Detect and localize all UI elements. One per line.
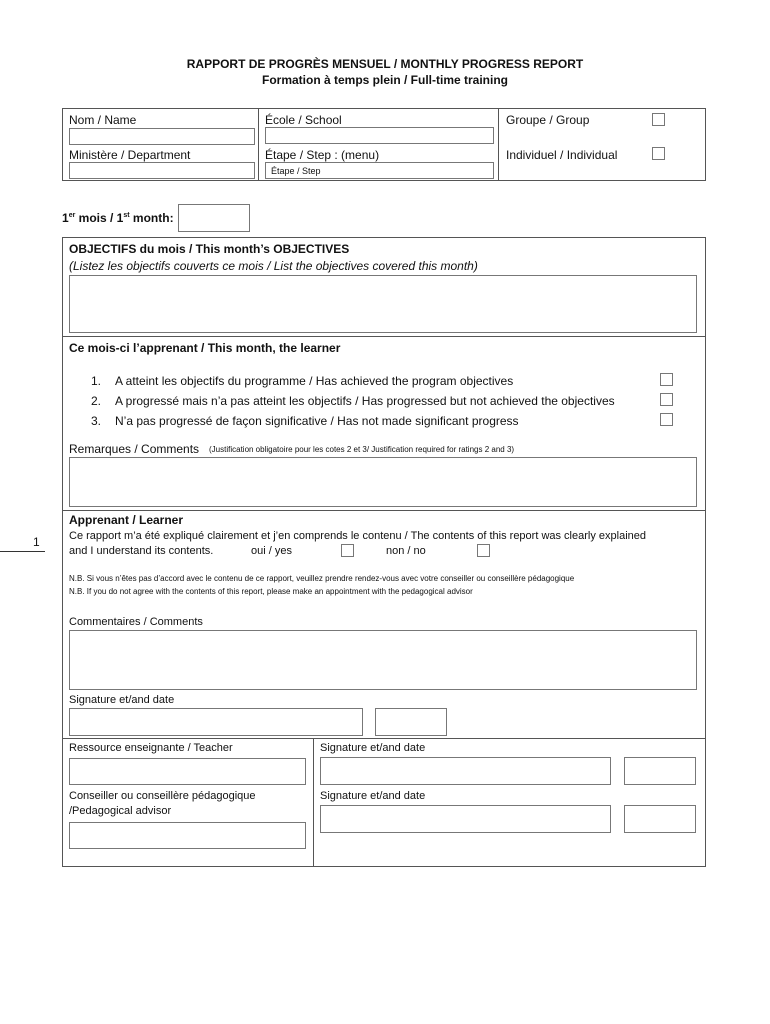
individual-label: Individuel / Individual [506,148,618,162]
teacher-input[interactable] [69,758,306,785]
learner-date-input[interactable] [375,708,447,736]
divider-objectives [62,336,706,337]
info-divider-2 [498,108,499,181]
no-checkbox[interactable] [477,544,490,557]
no-label: non / no [386,545,426,557]
advisor-input[interactable] [69,822,306,849]
objectives-title: OBJECTIFS du mois / This month’s OBJECTIVES [69,242,350,256]
group-label: Groupe / Group [506,113,590,127]
objectives-instructions: (Listez les objectifs couverts ce mois / List the objectives covered this month) [69,259,478,273]
department-input[interactable] [69,162,255,179]
remarks-label: Remarques / Comments [69,442,200,456]
form-subtitle: Formation à temps plein / Full-time training [261,73,509,87]
divider-learner [62,738,706,739]
school-input[interactable] [265,127,494,144]
school-label: École / School [265,113,342,127]
learner-statement-line2: and I understand its contents. [69,545,214,557]
status-item-2-checkbox[interactable] [660,393,673,406]
learner-comments-input[interactable] [69,630,697,690]
learner-comments-label: Commentaires / Comments [69,616,203,628]
name-input[interactable] [69,128,255,145]
page-marker: 1 [33,535,40,549]
advisor-signature-label: Signature et/and date [320,790,426,802]
divider-staff [313,738,314,867]
status-item-1-text: A atteint les objectifs du programme / Has achieved the program objectives [115,374,514,388]
individual-checkbox[interactable] [652,147,665,160]
name-label: Nom / Name [69,113,137,127]
step-label: Étape / Step : (menu) [265,148,380,162]
status-item-1-checkbox[interactable] [660,373,673,386]
yes-label: oui / yes [251,545,292,557]
remarks-input[interactable] [69,457,697,507]
step-select[interactable] [265,162,494,179]
remarks-note: (Justification obligatoire pour les cotes 2 et 3/ Justification required for ratings 2 and 3) [209,445,515,454]
status-item-3-number: 3. [91,414,102,428]
advisor-date-input[interactable] [624,805,696,833]
learner-title: Apprenant / Learner [69,513,184,527]
objectives-input[interactable] [69,275,697,333]
nb-french: N.B. Si vous n’êtes pas d’accord avec le contenu de ce rapport, veuillez prendre rendez-vous avec votre conseiller ou conseillère pédagogique [69,574,575,583]
form-title: RAPPORT DE PROGRÈS MENSUEL / MONTHLY PROGRESS REPORT [186,57,584,71]
status-item-3-checkbox[interactable] [660,413,673,426]
learner-status-title: Ce mois-ci l’apprenant / This month, the learner [69,341,341,355]
divider-learner-status [62,510,706,511]
advisor-label-line1: Conseiller ou conseillère pédagogique [69,790,256,802]
page-marker-line [0,551,45,552]
month-label: 1er mois / 1st month: [62,211,174,225]
group-checkbox[interactable] [652,113,665,126]
info-divider-1 [258,108,259,181]
teacher-signature-label: Signature et/and date [320,742,426,754]
department-label: Ministère / Department [69,148,191,162]
teacher-label: Ressource enseignante / Teacher [69,742,233,754]
status-item-1-number: 1. [91,374,102,388]
advisor-signature-input[interactable] [320,805,611,833]
status-item-2-number: 2. [91,394,102,408]
teacher-date-input[interactable] [624,757,696,785]
status-item-2-text: A progressé mais n’a pas atteint les objectifs / Has progressed but not achieved the objectives [115,394,615,408]
status-item-3-text: N’a pas progressé de façon significative / Has not made significant progress [115,414,519,428]
teacher-signature-input[interactable] [320,757,611,785]
yes-checkbox[interactable] [341,544,354,557]
learner-statement-line1: Ce rapport m’a été expliqué clairement et j’en comprends le contenu / The contents of this report was clearly explained [69,530,646,542]
advisor-label-line2: /Pedagogical advisor [69,805,172,817]
nb-english: N.B. If you do not agree with the contents of this report, please make an appointment with the pedagogical advisor [69,587,473,596]
learner-signature-label: Signature et/and date [69,694,175,706]
learner-signature-input[interactable] [69,708,363,736]
step-selected-value: Étape / Step [271,166,321,176]
month-input[interactable] [178,204,250,232]
